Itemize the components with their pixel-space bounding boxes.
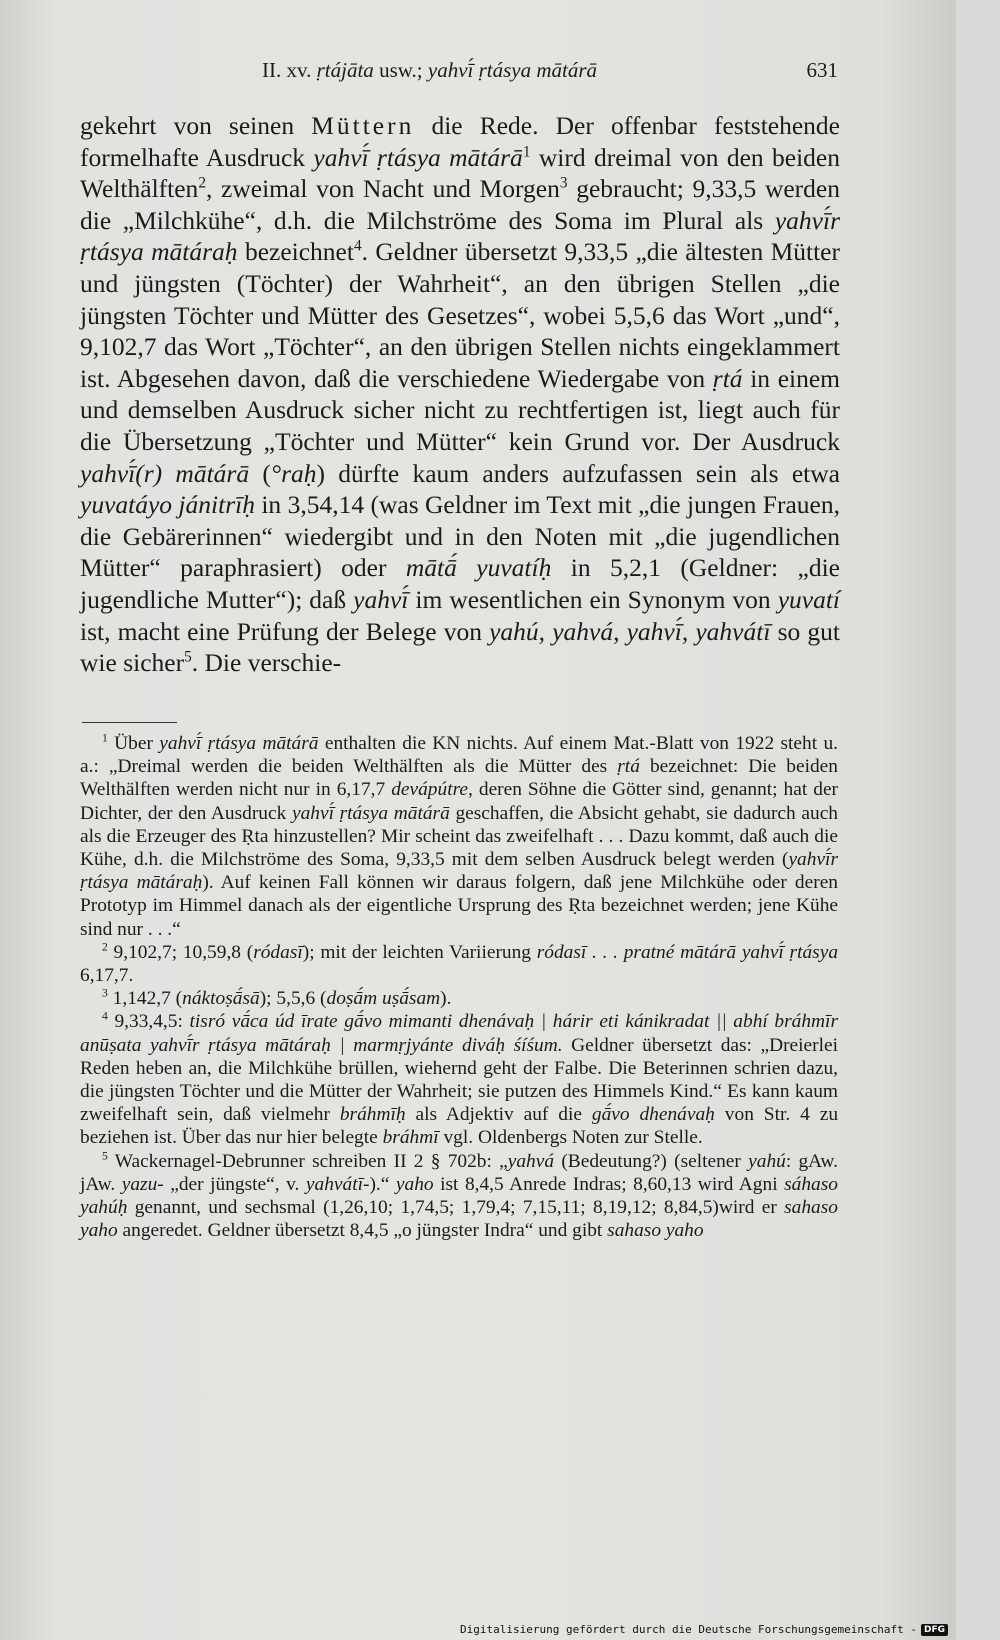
main-paragraph: gekehrt von seinen Müttern die Rede. Der offenbar feststehende formelhafte Ausdruck yahvī́ ṛtásya mātárā$^1$ wird dreimal von den beiden Welthälften$^2$, zweimal von Nacht und Morgen$^3$ gebraucht; 9,33,5 werden die „Milchkühe“, d.h. die Milchströme des Soma im Plural als yahvī́r ṛtásya mātáraḥ bezeichnet$^4$. Geldner übersetzt 9,33,5 „die ältesten Mütter und jüngsten (Töchter) der Wahrheit“, an den übrigen Stellen „die jüngsten Töchter und Mütter des Gesetzes“, wobei 5,5,6 das Wort „und“, 9,102,7 das Wort „Töchter“, an den übrigen Stellen nichts eingeklammert ist. Abgesehen davon, daß die verschiedene Wiedergabe von ṛtá in einem und demselben Ausdruck sicher nicht zu rechtfertigen ist, liegt auch für die Übersetzung „Töchter und Mütter“ kein Grund vor. Der Ausdruck yahvī́(r) mātárā (°raḥ) dürfte kaum anders aufzufassen sein als etwa yuvatáyo jánitrīḥ in 3,54,14 (was Geldner im Text mit „die jungen Frauen, die Gebärerinnen“ wiedergibt und in den Noten mit „die jugendlichen Mütter“ paraphrasiert) oder mātā́ yuvatíḥ in 5,2,1 (Geldner: „die jugendliche Mutter“); daß yahvī́ im wesentlichen ein Synonym von yuvatí ist, macht eine Prüfung der Belege von yahú, yahvá, yahvī́, yahvátī so gut wie sicher$^5$. Die verschie- [80,111,841,678]
footnote-5: $^5$ Wackernagel-Debrunner schreiben II 2 § 702b: „yahvá (Bedeutung?) (seltener yahú: gAw. jAw. yazu- „der jüngste“, v. yahvátī-).“ yaho ist 8,4,5 Anrede Indras; 8,60,13 wird Agni sáhaso yahúḥ genannt, und sechsmal (1,26,10; 1,74,5; 1,79,4; 7,15,11; 8,19,12; 8,84,5)wird er sahaso yaho angeredet. Geldner übersetzt 8,4,5 „o jüngster Indra“ und gibt sahaso yaho [80,1149,839,1242]
dfg-logo: DFG [921,1624,948,1636]
footnote-ref: 1 [522,143,531,161]
main-text [80,110,840,679]
footnote-ref: 3 [559,174,568,192]
footnote-separator [82,722,177,723]
footnote-ref: 5 [184,648,192,666]
page-number: 631 [806,58,838,82]
footnotes [80,732,838,1242]
footnote-ref: 2 [198,174,206,192]
footnote-3: $^3$ 1,142,7 (náktoṣā́sā); 5,5,6 (doṣā́m uṣā́sam). [102,986,452,1010]
running-head: II. xv. ṛtájāta usw.; yahvī́ ṛtásya mātárā 631 [262,58,838,82]
footnote-ref: 4 [353,237,362,255]
footnote-1: $^1$ Über yahvī́ ṛtásya mātárā enthalten die KN nichts. Auf einem Mat.-Blatt von 1922 steht u. a.: „Dreimal werden die beiden Welthälften als die Mütter des ṛtá bezeichnet: Die beiden Welthälften werden nicht nur in 6,17,7 devápútre, deren Söhne die Götter sind, genannt; hat der Dichter, der den Ausdruck yahvī́ ṛtásya mātárā geschaffen, die Absicht gehabt, sie dadurch auch als die Erzeuger des Ṛta hinzustellen? Mir scheint das zweifelhaft . . . Dazu kommt, daß auch die Kühe, d.h. die Milchströme des Soma, 9,33,5 mit dem selben Ausdruck belegt werden (yahvī́r ṛtásya mātáraḥ). Auf keinen Fall können wir daraus folgern, daß jene Milchkühe oder deren Prototyp im Himmel danach als der eigentliche Ursprung des Ṛta bezeichnet werden; jene Kühe sind nur . . .“ [80,731,839,940]
footnote-2: $^2$ 9,102,7; 10,59,8 (ródasī); mit der leichten Variierung ródasī . . . pratné mātárā yahvī́ ṛtásya 6,17,7. [80,940,839,987]
footnote-4: $^4$ 9,33,4,5: tisró vā́ca úd īrate gā́vo mimanti dhenávaḥ | hárir eti kánikradat || abhí bráhmīr anūṣata yahvī́r ṛtásya mātáraḥ | marmṛjyánte diváḥ śíśum. Geldner übersetzt das: „Dreierlei Reden heben an, die Milchkühe brüllen, wiehernd geht der Falbe. Die Beterinnen schrien dazu, die jüngsten Töchter und die Mütter der Wahrheit; sie putzen des Himmels Kind.“ Es kann kaum zweifelhaft sein, daß vielmehr bráhmīḥ als Adjektiv auf die gā́vo dhenávaḥ von Str. 4 zu beziehen ist. Über das nur hier belegte bráhmī vgl. Oldenbergs Noten zur Stelle. [80,1009,839,1149]
digitization-credit: Digitalisierung gefördert durch die Deutsche Forschungsgemeinschaft - DFG [460,1623,948,1636]
